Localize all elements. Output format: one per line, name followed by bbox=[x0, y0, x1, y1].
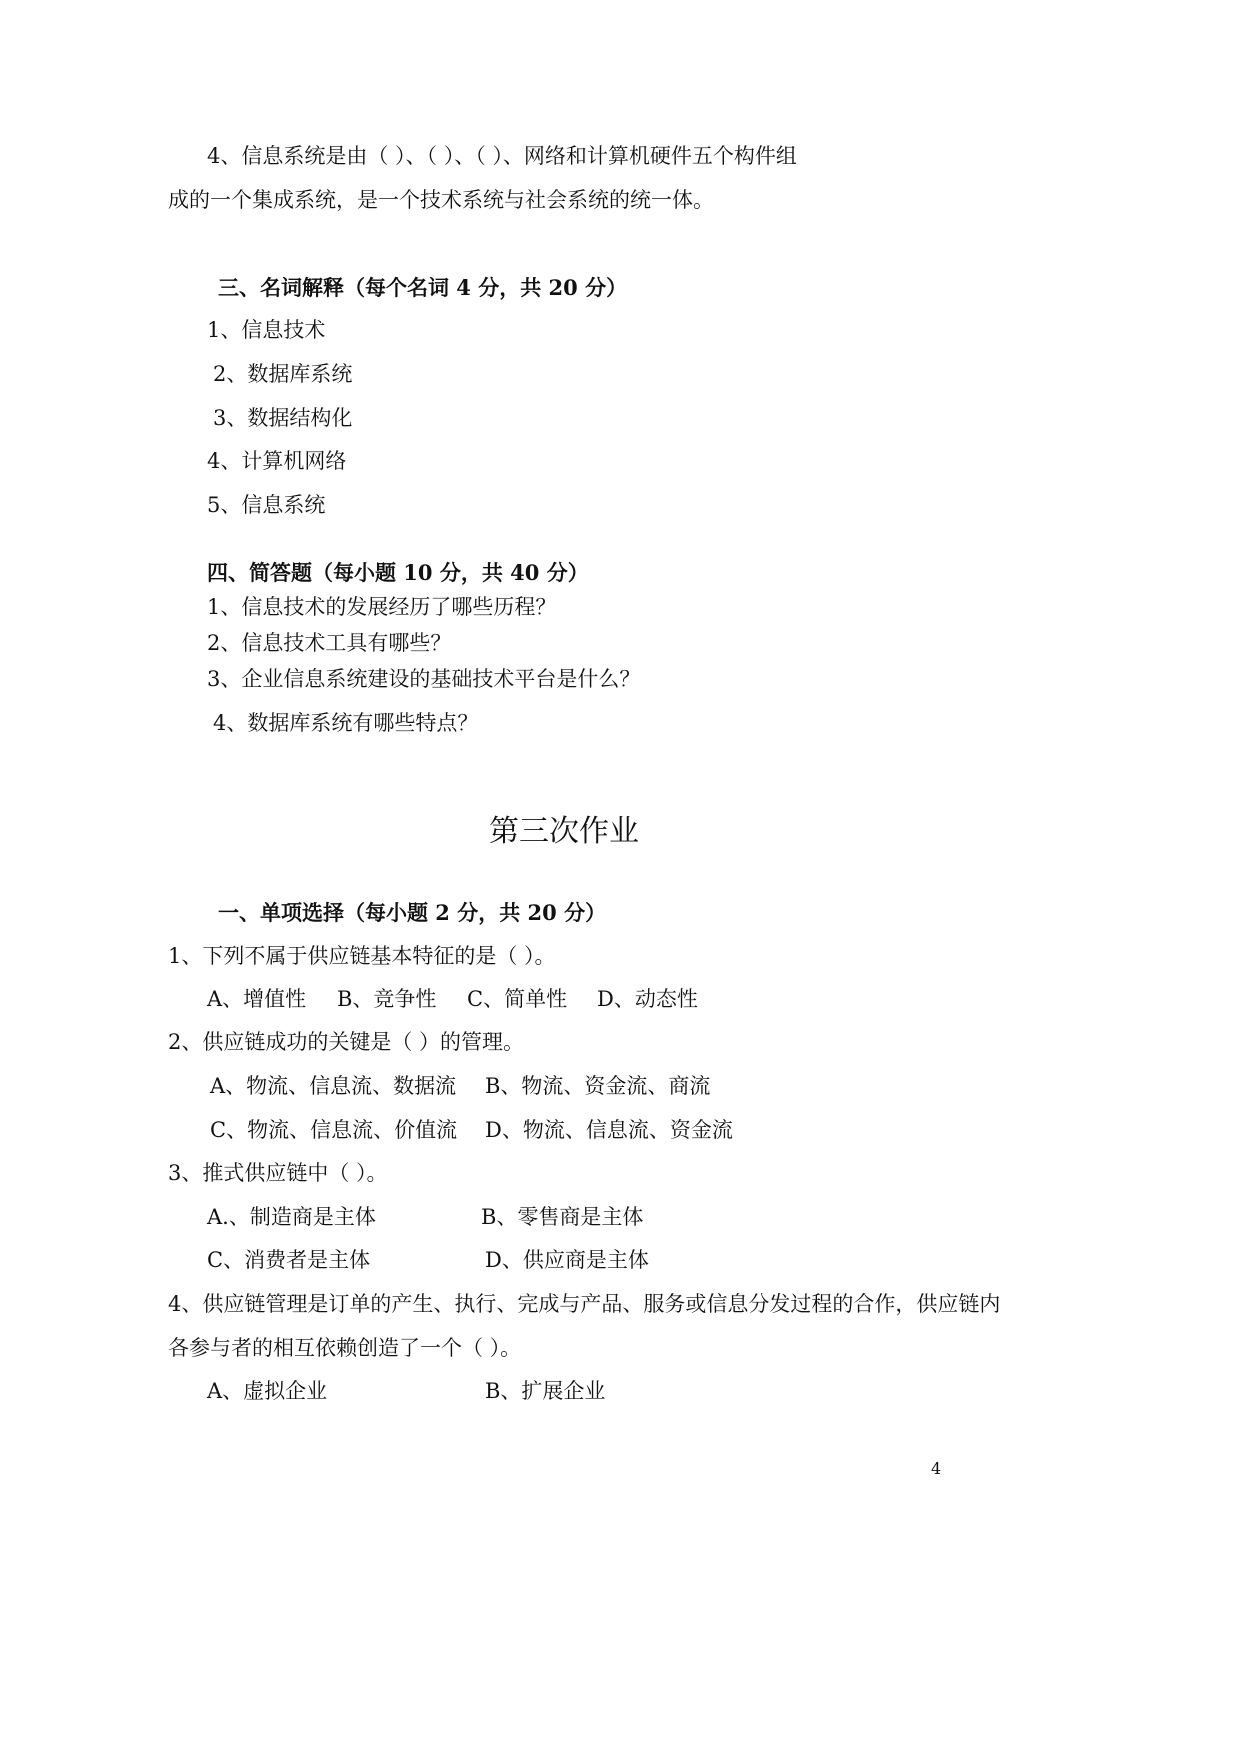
option-d: D、动态性 bbox=[597, 987, 698, 1011]
list-item: 3、数据结构化 bbox=[213, 406, 353, 430]
option-c: C、物流、信息流、价值流 bbox=[210, 1118, 458, 1142]
assignment-title: 第三次作业 bbox=[489, 814, 639, 849]
question-4-stem-line-2: 各参与者的相互依赖创造了一个（ ）。 bbox=[168, 1336, 522, 1360]
section-4-heading: 四、简答题（每小题 10 分，共 40 分） bbox=[207, 560, 589, 585]
question-3-stem: 3、推式供应链中（ ）。 bbox=[168, 1161, 388, 1185]
option-c: C、简单性 bbox=[467, 987, 568, 1011]
list-item: 4、数据库系统有哪些特点？ bbox=[213, 711, 479, 735]
section-1-heading: 一、单项选择（每小题 2 分，共 20 分） bbox=[218, 900, 607, 925]
option-d: D、供应商是主体 bbox=[485, 1248, 649, 1272]
list-item: 1、信息技术的发展经历了哪些历程？ bbox=[207, 595, 557, 619]
option-b: B、竞争性 bbox=[337, 987, 437, 1011]
option-b: B、物流、资金流、商流 bbox=[485, 1074, 711, 1098]
question-1-stem: 1、下列不属于供应链基本特征的是（ ）。 bbox=[168, 944, 556, 968]
option-a: A.、制造商是主体 bbox=[207, 1205, 376, 1229]
option-a: A、增值性 bbox=[207, 987, 307, 1011]
question-4-line-1: 4、信息系统是由（ ）、（ ）、（ ）、网络和计算机硬件五个构件组 bbox=[207, 144, 797, 168]
question-4-stem-line-1: 4、供应链管理是订单的产生、执行、完成与产品、服务或信息分发过程的合作，供应链内 bbox=[168, 1292, 1001, 1316]
page-number: 4 bbox=[931, 1459, 942, 1478]
list-item: 4、计算机网络 bbox=[207, 449, 347, 473]
option-a: A、物流、信息流、数据流 bbox=[210, 1074, 457, 1098]
section-3-heading: 三、名词解释（每个名词 4 分，共 20 分） bbox=[218, 275, 628, 300]
list-item: 1、信息技术 bbox=[207, 318, 326, 342]
option-a: A、虚拟企业 bbox=[207, 1379, 328, 1403]
option-b: B、扩展企业 bbox=[485, 1379, 606, 1403]
option-b: B、零售商是主体 bbox=[481, 1205, 644, 1229]
option-c: C、消费者是主体 bbox=[207, 1248, 371, 1272]
option-d: D、物流、信息流、资金流 bbox=[485, 1118, 733, 1142]
list-item: 2、数据库系统 bbox=[213, 362, 353, 386]
question-2-stem: 2、供应链成功的关键是（ ）的管理。 bbox=[168, 1030, 525, 1054]
list-item: 5、信息系统 bbox=[207, 493, 326, 517]
question-4-line-2: 成的一个集成系统，是一个技术系统与社会系统的统一体。 bbox=[168, 188, 714, 212]
list-item: 3、企业信息系统建设的基础技术平台是什么？ bbox=[207, 667, 641, 691]
list-item: 2、信息技术工具有哪些？ bbox=[207, 631, 452, 655]
